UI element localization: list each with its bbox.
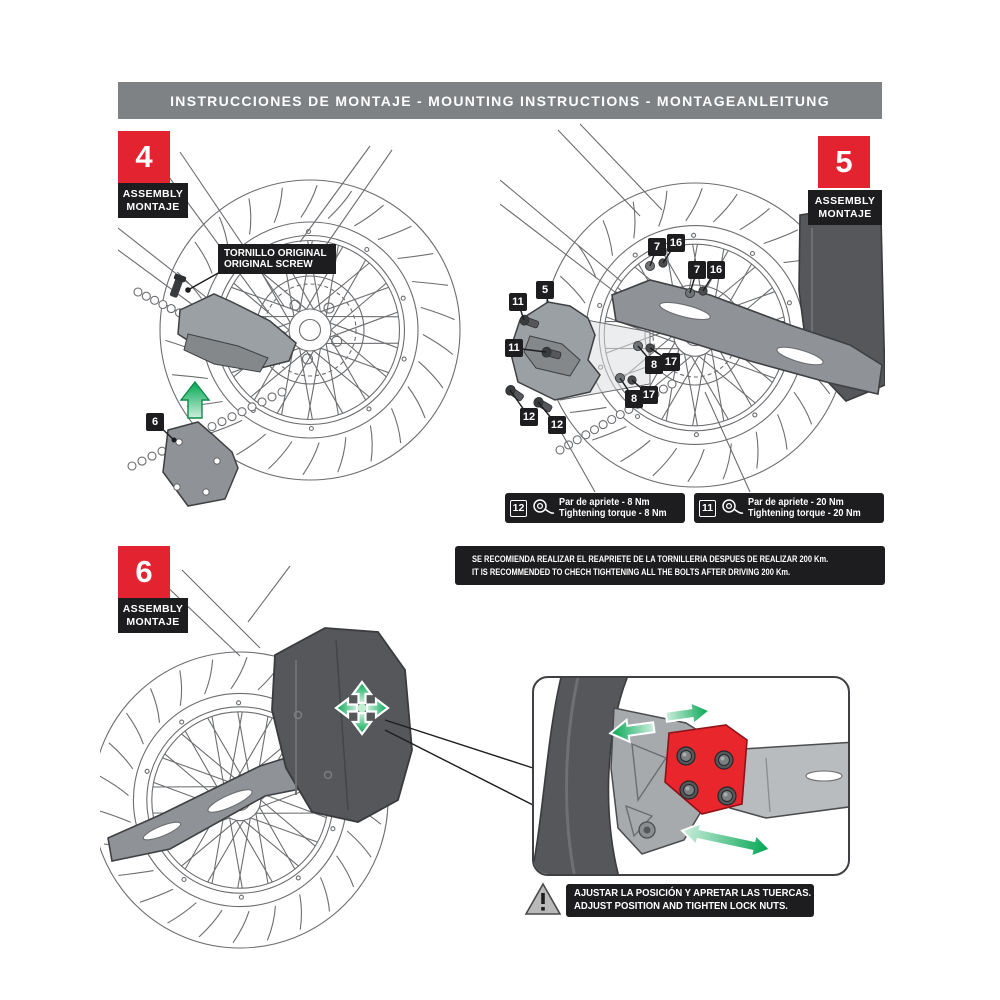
- warning-line-es: AJUSTAR LA POSICIÓN Y APRETAR LAS TUERCAS.: [574, 888, 812, 899]
- callout-line-en: ORIGINAL SCREW: [224, 259, 313, 270]
- step6-number: 6: [135, 554, 153, 589]
- part-number-label: 12: [520, 408, 538, 426]
- step4-diagram: [118, 120, 480, 532]
- header-bar: [118, 82, 882, 119]
- part-number-label: 11: [699, 500, 716, 517]
- assembly-label-en: ASSEMBLY: [122, 187, 184, 200]
- part-number-label: 8: [645, 356, 663, 374]
- detail-inset: [532, 676, 850, 876]
- part-number-label: 12: [510, 500, 527, 517]
- step5-number-badge: [818, 136, 870, 188]
- torque-note-8nm: [505, 493, 685, 523]
- step4-assembly-label: [118, 183, 188, 218]
- torque-note-20nm: [694, 493, 884, 523]
- step4-number-badge: [118, 131, 170, 183]
- retighten-warning-note: [455, 546, 885, 585]
- part-number-label: 6: [146, 413, 164, 431]
- warning-line-en: ADJUST POSITION AND TIGHTEN LOCK NUTS.: [574, 900, 788, 912]
- assembly-label-es: MONTAJE: [818, 207, 872, 220]
- warning-line-en: IT IS RECOMMENDED TO CHECH TIGHTENING ALL THE BOLTS AFTER DRIVING 200 Km.: [472, 566, 791, 577]
- assembly-label-es: MONTAJE: [126, 615, 180, 628]
- part-number-label: 7: [648, 238, 666, 256]
- torque-line-en: Tightening torque - 8 Nm: [559, 508, 667, 519]
- step5-number: 5: [835, 144, 853, 179]
- part-number-label: 11: [505, 339, 523, 357]
- part-number-label: 11: [509, 293, 527, 311]
- torque-wrench-icon: [720, 498, 744, 518]
- torque-line-en: Tightening torque - 20 Nm: [748, 508, 861, 519]
- part-number-label: 12: [548, 416, 566, 434]
- page-title: INSTRUCCIONES DE MONTAJE - MOUNTING INSTRUCTIONS - MONTAGEANLEITUNG: [170, 92, 830, 109]
- part-number-label: 16: [707, 261, 725, 279]
- warning-triangle-icon: [524, 882, 562, 916]
- part-number-label: 17: [662, 353, 680, 371]
- assembly-label-en: ASSEMBLY: [122, 602, 184, 615]
- torque-line-es: Par de apriete - 8 Nm: [559, 497, 650, 508]
- original-screw-callout: [218, 244, 336, 274]
- part-number-label: 7: [688, 261, 706, 279]
- callout-line-es: TORNILLO ORIGINAL: [224, 247, 327, 259]
- assembly-label-es: MONTAJE: [126, 200, 180, 213]
- step6-assembly-label: [118, 598, 188, 633]
- assembly-label-en: ASSEMBLY: [814, 194, 876, 207]
- warning-line-es: SE RECOMIENDA REALIZAR EL REAPRIETE DE LA TORNILLERIA DESPUES DE REALIZAR 200 Km.: [472, 553, 829, 564]
- torque-line-es: Par de apriete - 20 Nm: [748, 497, 844, 508]
- adjust-warning-note: [566, 884, 814, 917]
- step4-number: 4: [135, 139, 153, 174]
- part-number-label: 16: [667, 234, 685, 252]
- torque-wrench-icon: [531, 498, 555, 518]
- step5-assembly-label: [808, 190, 882, 225]
- part-number-label: 17: [640, 386, 658, 404]
- step6-number-badge: [118, 546, 170, 598]
- part-number-label: 5: [536, 281, 554, 299]
- part-number-label: 8: [625, 390, 643, 408]
